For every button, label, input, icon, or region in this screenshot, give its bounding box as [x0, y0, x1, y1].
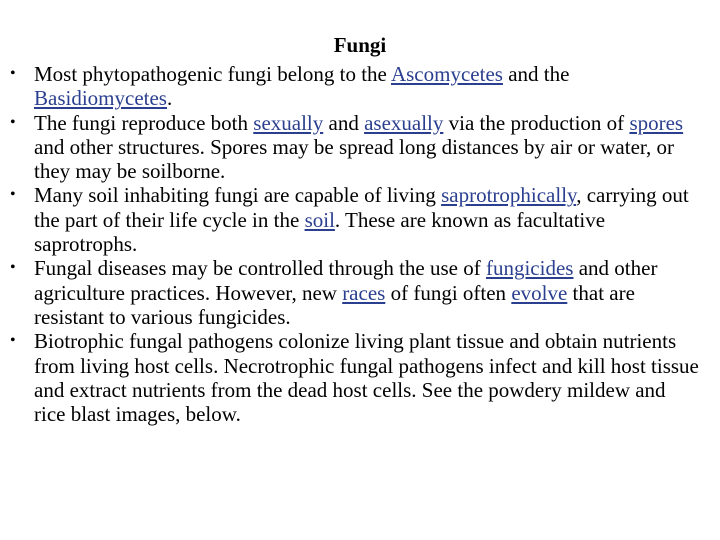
- link-ascomycetes[interactable]: Ascomycetes: [390, 62, 503, 86]
- link-races[interactable]: races: [342, 280, 386, 305]
- bullet-item: [0, 183, 700, 256]
- bullet-item: [0, 62, 700, 111]
- bullet-text: and the: [502, 62, 570, 86]
- bullet-text: The fungi reproduce both: [34, 110, 254, 135]
- bullet-text: .: [166, 86, 173, 111]
- bullet-text: . These are known as facultative saprotrophs.: [34, 207, 606, 257]
- link-asexually[interactable]: asexually: [364, 110, 444, 135]
- bullet-item: [0, 256, 700, 329]
- bullet-text: Many soil inhabiting fungi are capable of living: [34, 183, 442, 208]
- bullet-marker: •: [10, 332, 16, 350]
- link-sexually[interactable]: sexually: [253, 110, 324, 135]
- bullet-item: [0, 329, 700, 426]
- link-saprotrophically[interactable]: saprotrophically: [441, 183, 577, 208]
- link-spores[interactable]: spores: [629, 110, 684, 135]
- link-fungicides[interactable]: fungicides: [485, 256, 574, 281]
- bullet-text: and other structures. Spores may be spread long distances by air or water, or they may be soilborne.: [34, 134, 675, 184]
- bullet-text: via the production of: [443, 110, 630, 135]
- bullet-marker: •: [10, 113, 16, 131]
- bullet-list: [0, 62, 700, 426]
- link-basidiomycetes[interactable]: Basidiomycetes: [34, 86, 167, 111]
- bullet-marker: •: [10, 259, 16, 277]
- bullet-marker: •: [10, 65, 16, 82]
- bullet-item: [0, 111, 700, 184]
- bullet-text: of fungi often: [385, 280, 512, 305]
- bullet-text: and other agriculture practices. However, new: [34, 256, 658, 305]
- link-soil[interactable]: soil: [304, 207, 335, 232]
- bullet-text: Fungal diseases may be controlled through the use of: [34, 256, 486, 281]
- bullet-marker: •: [10, 186, 16, 204]
- bullet-text: Biotrophic fungal pathogens colonize living plant tissue and obtain nutrients from living host cells. Necrotrophic fungal pathogens infect and kill host tissue and extract nutrients from the dead host cells. See the powdery mildew and rice blast images, below.: [34, 329, 699, 427]
- bullet-text: , carrying out the part of their life cycle in the: [34, 183, 689, 232]
- bullet-text: and: [323, 110, 365, 135]
- bullet-text: Most phytopathogenic fungi belong to the: [34, 62, 391, 86]
- slide-title: Fungi: [333, 33, 387, 57]
- bullet-text: that are resistant to various fungicides.: [34, 280, 635, 329]
- link-evolve[interactable]: evolve: [511, 280, 568, 305]
